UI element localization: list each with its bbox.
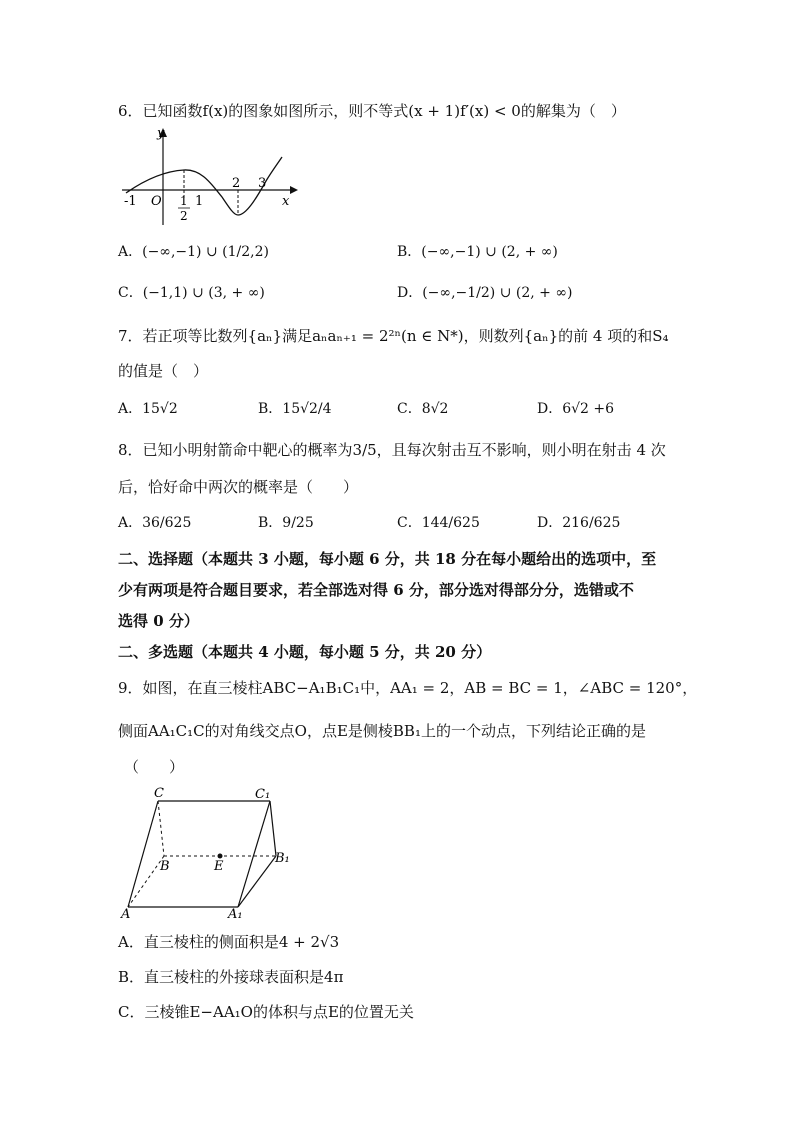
q8-stem-line2: 后，恰好命中两次的概率是（ ） — [118, 478, 359, 496]
tick-neg1: -1 — [124, 194, 137, 209]
q9-option-b[interactable]: B．直三棱柱的外接球表面积是4π — [118, 968, 344, 986]
vertex-c1-label: C₁ — [255, 787, 271, 802]
q6-option-b[interactable]: B．(−∞,−1) ∪ (2, + ∞) — [397, 244, 558, 260]
q8-option-b[interactable]: B．9/25 — [258, 515, 314, 531]
vertex-a1-label: A₁ — [228, 907, 243, 921]
tick-3: 3 — [258, 176, 267, 191]
q6-function-graph — [118, 125, 308, 229]
vertex-b-label: B — [160, 859, 170, 874]
q9-option-a[interactable]: A．直三棱柱的侧面积是4 + 2√3 — [118, 933, 340, 951]
q7-option-d[interactable]: D．6√2 +6 — [537, 401, 615, 417]
vertex-a-label: A — [121, 907, 131, 921]
q6-option-d[interactable]: D．(−∞,−1/2) ∪ (2, + ∞) — [397, 285, 573, 301]
q9-stem-line2: 侧面AA₁C₁C的对角线交点O，点E是侧棱BB₁上的一个动点，下列结论正确的是 — [118, 722, 646, 740]
origin-label: O — [151, 194, 162, 209]
q6-stem: 6．已知函数f(x)的图象如图所示，则不等式(x + 1)f′(x) < 0的解集为（ ） — [118, 102, 626, 120]
q7-stem-line1: 7．若正项等比数列{aₙ}满足aₙaₙ₊₁ = 2²ⁿ(n ∈ N*)，则数列{aₙ}的前 4 项的和S₄ — [118, 327, 669, 345]
q7-option-b[interactable]: B．15√2/4 — [258, 401, 332, 417]
section2a-line1: 二、选择题（本题共 3 小题，每小题 6 分，共 18 分在每小题给出的选项中，至 — [118, 550, 657, 568]
q6-option-c[interactable]: C．(−1,1) ∪ (3, + ∞) — [118, 285, 265, 301]
vertex-c-label: C — [154, 786, 164, 801]
q8-option-a[interactable]: A．36/625 — [118, 515, 192, 531]
q7-option-a[interactable]: A．15√2 — [118, 401, 178, 417]
tick-half-num: 1 — [180, 194, 188, 208]
q8-stem-line1: 8．已知小明射箭命中靶心的概率为3/5，且每次射击互不影响，则小明在射击 4 次 — [118, 441, 666, 459]
y-axis-label: y — [157, 126, 165, 141]
section2a-line3: 选得 0 分） — [118, 612, 199, 630]
q9-option-c[interactable]: C．三棱锥E−AA₁O的体积与点E的位置无关 — [118, 1003, 414, 1021]
tick-half-den: 2 — [180, 209, 188, 223]
point-e-label: E — [214, 859, 224, 874]
q9-stem-line3: （ ） — [124, 758, 185, 776]
q8-option-d[interactable]: D．216/625 — [537, 515, 621, 531]
tick-1: 1 — [195, 194, 204, 209]
q8-option-c[interactable]: C．144/625 — [397, 515, 480, 531]
q9-prism-figure — [118, 786, 308, 921]
q9-stem-line1: 9．如图，在直三棱柱ABC−A₁B₁C₁中，AA₁ = 2，AB = BC = 1，∠ABC = 120°， — [118, 679, 698, 697]
q7-option-c[interactable]: C．8√2 — [397, 401, 449, 417]
section2b-line1: 二、多选题（本题共 4 小题，每小题 5 分，共 20 分） — [118, 643, 492, 661]
vertex-b1-label: B₁ — [275, 851, 290, 866]
q7-stem-line2: 的值是（ ） — [118, 362, 209, 380]
section2a-line2: 少有两项是符合题目要求，若全部选对得 6 分，部分选对得部分分，选错或不 — [118, 581, 634, 599]
x-axis-label: x — [282, 194, 290, 209]
tick-2: 2 — [232, 176, 241, 191]
q6-option-a[interactable]: A．(−∞,−1) ∪ (1/2,2) — [118, 244, 269, 260]
